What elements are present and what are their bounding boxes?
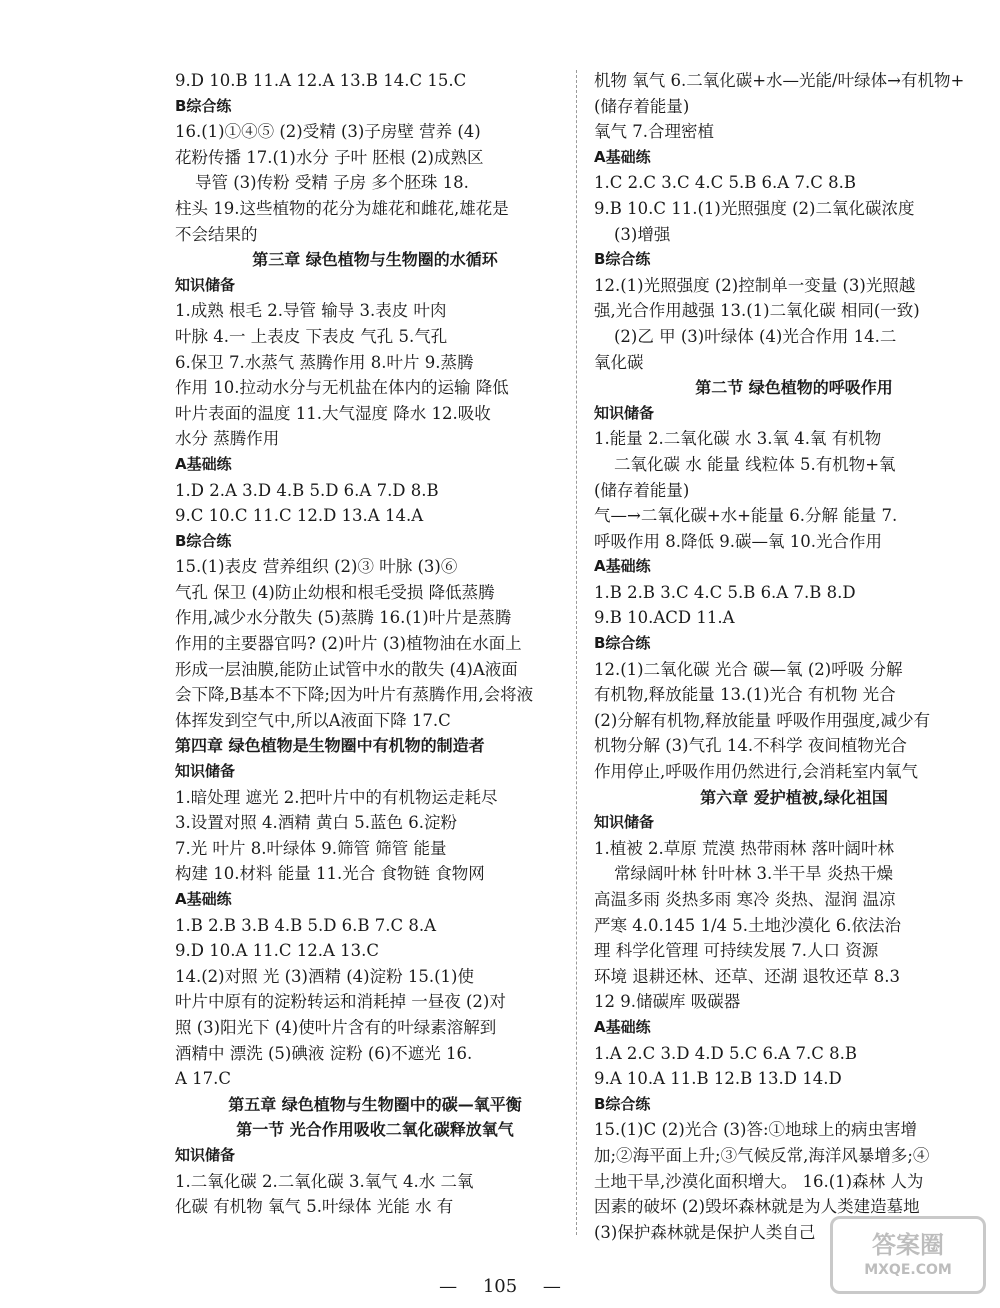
- answer-line: 1.植被 2.草原 荒漠 热带雨林 落叶阔叶林: [594, 838, 894, 858]
- watermark-url: MXQE.COM: [864, 1262, 952, 1278]
- answer-line: 高温多雨 炎热多雨 寒冷 炎热、湿润 温凉: [594, 890, 896, 909]
- answer-line: 呼吸作用 8.降低 9.碳—氧 10.光合作用: [594, 531, 882, 551]
- answer-line: 15.(1)C (2)光合 (3)答:①地球上的病虫害增: [594, 1120, 918, 1140]
- subsection-label: A基础练: [594, 557, 651, 576]
- answer-line: 气孔 保卫 (4)防止幼根和根毛受损 降低蒸腾: [175, 582, 495, 602]
- subsection-label: A基础练: [594, 1017, 651, 1036]
- answer-line: 作用,减少水分散失 (5)蒸腾 16.(1)叶片是蒸腾: [175, 608, 512, 628]
- subsection-label: 知识储备: [175, 762, 236, 781]
- answer-line: 机物分解 (3)气孔 14.不科学 夜间植物光合: [594, 736, 907, 756]
- answer-line: (储存着能量): [594, 480, 690, 500]
- section-heading: 第五章 绿色植物与生物圈中的碳—氧平衡: [228, 1094, 522, 1114]
- answer-line: 气—→二氧化碳+水+能量 6.分解 能量 7.: [594, 506, 898, 526]
- answer-line: 9.B 10.ACD 11.A: [594, 608, 735, 628]
- answer-line: 叶脉 4.一 上表皮 下表皮 气孔 5.气孔: [175, 326, 448, 346]
- answer-line: (2)乙 甲 (3)叶绿体 (4)光合作用 14.二: [614, 326, 897, 346]
- answer-line: 土地干旱,沙漠化面积增大。 16.(1)森林 人为: [594, 1171, 924, 1191]
- answer-line: 构建 10.材料 能量 11.光合 食物链 食物网: [175, 864, 485, 884]
- answer-line: 会下降,B基本不下降;因为叶片有蒸腾作用,会将液: [175, 685, 534, 705]
- answer-line: 14.(2)对照 光 (3)酒精 (4)淀粉 15.(1)使: [175, 966, 474, 986]
- answer-line: 氧气 7.合理密植: [594, 122, 714, 142]
- answer-line: 1.C 2.C 3.C 4.C 5.B 6.A 7.C 8.B: [594, 173, 856, 193]
- left-column: [175, 68, 575, 1220]
- answer-line: 作用 10.拉动水分与无机盐在体内的运输 降低: [175, 378, 509, 398]
- section-heading: 第四章 绿色植物是生物圈中有机物的制造者: [175, 736, 485, 756]
- page-dash-left: —: [439, 1276, 458, 1297]
- answer-line: 3.设置对照 4.酒精 黄白 5.蓝色 6.淀粉: [175, 813, 457, 833]
- section-heading: 第六章 爱护植被,绿化祖国: [700, 787, 888, 807]
- subsection-label: 知识储备: [175, 1145, 236, 1164]
- answer-line: 水分 蒸腾作用: [175, 429, 280, 449]
- subsection-label: B综合练: [594, 1094, 651, 1113]
- answer-line: 不会结果的: [175, 224, 258, 244]
- answer-line: 1.能量 2.二氧化碳 水 3.氧 4.氧 有机物: [594, 429, 882, 449]
- answer-line: 二氧化碳 水 能量 线粒体 5.有机物+氧: [614, 454, 896, 474]
- answer-line: 氧化碳: [594, 352, 644, 372]
- answer-line: 花粉传播 17.(1)水分 子叶 胚根 (2)成熟区: [175, 147, 484, 167]
- subsection-label: B综合练: [594, 250, 651, 269]
- subsection-label: B综合练: [175, 531, 232, 550]
- answer-line: 作用停止,呼吸作用仍然进行,会消耗室内氧气: [594, 762, 918, 782]
- section-heading: 第三章 绿色植物与生物圈的水循环: [252, 250, 498, 270]
- answer-line: 酒精中 漂洗 (5)碘液 淀粉 (6)不遮光 16.: [175, 1043, 473, 1063]
- answer-line: 9.B 10.C 11.(1)光照强度 (2)二氧化碳浓度: [594, 198, 915, 218]
- answer-line: 叶片表面的温度 11.大气湿度 降水 12.吸收: [175, 403, 491, 423]
- page-number-value: 105: [482, 1276, 518, 1297]
- page-dash-right: —: [542, 1276, 561, 1297]
- answer-line: 16.(1)①④⑤ (2)受精 (3)子房壁 营养 (4): [175, 122, 481, 142]
- answer-line: 形成一层油膜,能防止试管中水的散失 (4)A液面: [175, 659, 518, 679]
- answer-line: 柱头 19.这些植物的花分为雄花和雌花,雄花是: [175, 198, 509, 218]
- answer-line: 1.暗处理 遮光 2.把叶片中的有机物运走耗尽: [175, 787, 498, 807]
- answer-line: 6.保卫 7.水蒸气 蒸腾作用 8.叶片 9.蒸腾: [175, 352, 474, 372]
- answer-line: 加;②海平面上升;③气候反常,海洋风暴增多;④: [594, 1145, 930, 1165]
- answer-line: 强,光合作用越强 13.(1)二氧化碳 相同(一致): [594, 301, 920, 321]
- answer-line: 1.B 2.B 3.B 4.B 5.D 6.B 7.C 8.A: [175, 915, 437, 935]
- answer-line: 叶片中原有的淀粉转运和消耗掉 一昼夜 (2)对: [175, 992, 506, 1012]
- answer-line: 环境 退耕还林、还草、还湖 退牧还草 8.3: [594, 966, 900, 986]
- answer-line: 有机物,释放能量 13.(1)光合 有机物 光合: [594, 685, 896, 705]
- answer-line: 照 (3)阳光下 (4)使叶片含有的叶绿素溶解到: [175, 1017, 497, 1037]
- column-divider: [576, 70, 577, 1235]
- subsection-label: A基础练: [594, 147, 651, 166]
- answer-line: 理 科学化管理 可持续发展 7.人口 资源: [594, 941, 879, 961]
- subsection-label: A基础练: [175, 454, 232, 473]
- subsection-label: B综合练: [594, 634, 651, 653]
- answer-line: 作用的主要器官吗? (2)叶片 (3)植物油在水面上: [175, 634, 522, 654]
- answer-line: 1.二氧化碳 2.二氧化碳 3.氧气 4.水 二氧: [175, 1171, 474, 1191]
- section-heading: 第二节 绿色植物的呼吸作用: [695, 378, 893, 398]
- subsection-label: A基础练: [175, 890, 232, 908]
- answer-line: (3)增强: [614, 224, 671, 244]
- answer-line: 因素的破坏 (2)毁坏森林就是为人类建造墓地: [594, 1197, 920, 1217]
- subsection-label: 知识储备: [594, 813, 655, 832]
- answer-line: 9.D 10.B 11.A 12.A 13.B 14.C 15.C: [175, 71, 467, 90]
- subsection-label: 知识储备: [175, 275, 236, 294]
- answer-line: 12.(1)光照强度 (2)控制单一变量 (3)光照越: [594, 275, 916, 295]
- watermark-title: 答案圈: [872, 1231, 944, 1259]
- answer-line: A 17.C: [175, 1069, 232, 1089]
- answer-line: 9.D 10.A 11.C 12.A 13.C: [175, 941, 379, 961]
- watermark-logo: [830, 1216, 986, 1294]
- answer-line: 体挥发到空气中,所以A液面下降 17.C: [175, 710, 451, 730]
- answer-line: 15.(1)表皮 营养组织 (2)③ 叶脉 (3)⑥: [175, 557, 458, 577]
- answer-line: 12.(1)二氧化碳 光合 碳—氧 (2)呼吸 分解: [594, 659, 903, 679]
- answer-line: 严寒 4.0.145 1/4 5.土地沙漠化 6.依法治: [594, 915, 901, 935]
- answer-line: 化碳 有机物 氧气 5.叶绿体 光能 水 有: [175, 1197, 454, 1217]
- answer-line: (3)保护森林就是保护人类自己: [594, 1222, 816, 1242]
- subsection-label: B综合练: [175, 96, 232, 115]
- answer-line: 9.A 10.A 11.B 12.B 13.D 14.D: [594, 1069, 842, 1089]
- answer-line: (2)分解有机物,释放能量 呼吸作用强度,减少有: [594, 710, 931, 730]
- section-heading: 第一节 光合作用吸收二氧化碳释放氧气: [236, 1120, 514, 1140]
- answer-line: 1.A 2.C 3.D 4.D 5.C 6.A 7.C 8.B: [594, 1043, 857, 1063]
- answer-line: (储存着能量): [594, 96, 690, 116]
- answer-line: 常绿阔叶林 针叶林 3.半干旱 炎热干燥: [614, 864, 893, 884]
- answer-line: 7.光 叶片 8.叶绿体 9.筛管 筛管 能量: [175, 838, 447, 858]
- answer-line: 12 9.储碳库 吸碳器: [594, 992, 741, 1012]
- answer-line: 机物 氧气 6.二氧化碳+水—光能/叶绿体→有机物+: [594, 71, 965, 90]
- answer-line: 1.成熟 根毛 2.导管 输导 3.表皮 叶肉: [175, 301, 447, 321]
- right-column: [594, 68, 994, 1245]
- answer-line: 9.C 10.C 11.C 12.D 13.A 14.A: [175, 506, 424, 526]
- answer-line: 1.D 2.A 3.D 4.B 5.D 6.A 7.D 8.B: [175, 480, 439, 500]
- answer-line: 1.B 2.B 3.C 4.C 5.B 6.A 7.B 8.D: [594, 582, 856, 602]
- subsection-label: 知识储备: [594, 403, 655, 422]
- answer-line: 导管 (3)传粉 受精 子房 多个胚珠 18.: [195, 173, 469, 193]
